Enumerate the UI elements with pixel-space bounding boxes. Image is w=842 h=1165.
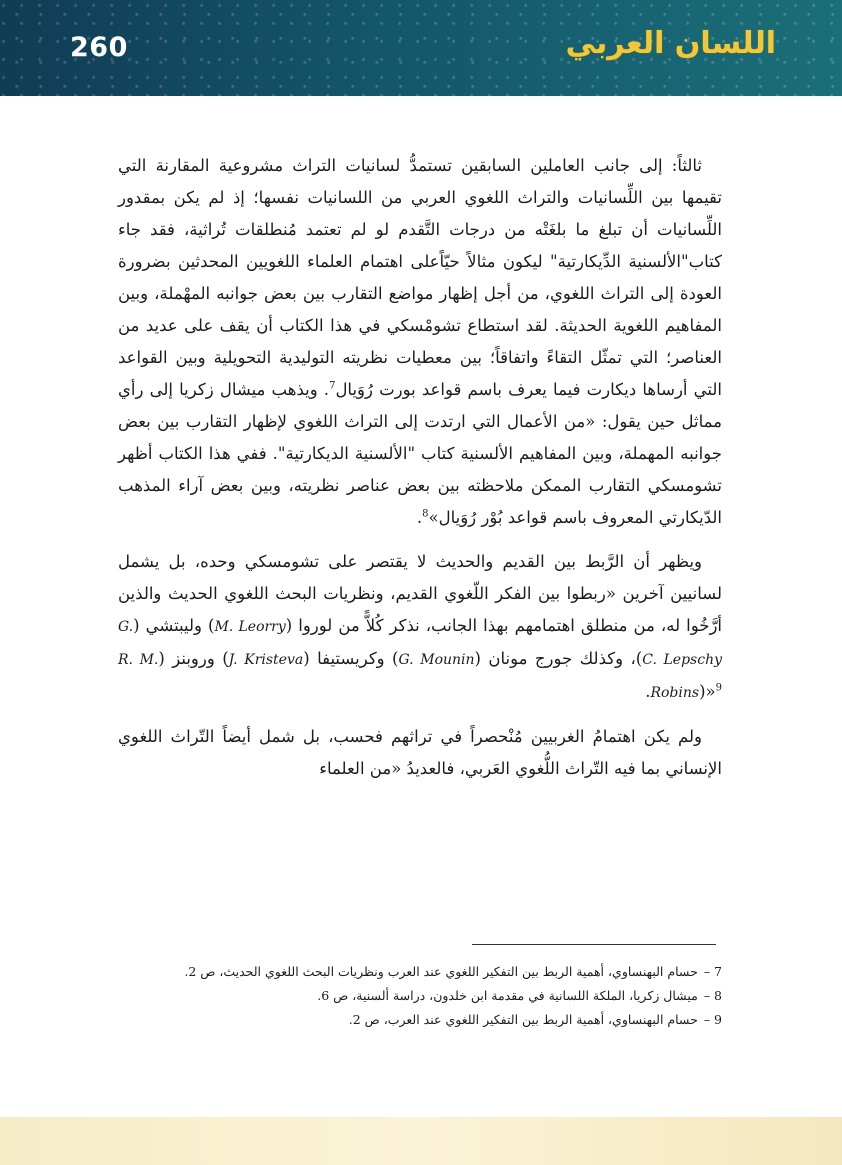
footnote-ref-8: 8 (422, 508, 429, 520)
p2-text-2: ) وليبتشي ( (133, 616, 215, 635)
p2-text-3: )، وكذلك جورج مونان ( (474, 649, 643, 668)
p2-text-6: )» (699, 682, 716, 701)
footnote-8 (118, 984, 722, 1008)
footnote-number: 9 – (703, 1012, 722, 1027)
p2-text-5: ) وروبنز ( (158, 649, 229, 668)
name-mounin: G. Mounin (398, 652, 475, 668)
footnote-text: ميشال زكريا، الملكة اللسانية في مقدمة ابن خلدون، دراسة ألسنية، ص 6. (317, 988, 698, 1003)
page-header (0, 0, 842, 96)
p1-text-3: . (416, 508, 423, 527)
p2-text-1: ويظهر أن الرَّبط بين القديم والحديث لا يقتصر على تشومسكي وحده، بل يشمل لسانيين آخرين «ربطوا بين الفكر اللّغوي القديم، ونظريات البحث اللغوي الحديث والذين أرَّخُوا له، من منطلق اهتمامهم بهذا الجانب، نذكر كُلاًّ من لوروا ( (118, 552, 722, 635)
footnote-9 (118, 1008, 722, 1032)
name-kristeva: J. Kristeva (228, 652, 304, 668)
footnote-divider (472, 944, 716, 945)
paragraph-3: ولم يكن اهتمامُ الغربيين مُنْحصراً في تراثهم فحسب، بل شمل أيضاً التّراث اللغوي الإنساني بما فيه التّراث اللُّغوي العَربي، فالعديدُ «من العلماء (118, 727, 722, 778)
p1-text-2: . ويذهب ميشال زكريا إلى رأي مماثل حين يقول: «من الأعمال التي ارتدت إلى التراث اللغوي لإظهار التقارب بين بعض جوانبه المهملة، وبين المفاهيم الألسنية كتاب "الألسنية الديكارتية". ففي هذا الكتاب أظهر تشومسكي التقارب الممكن ملاحظته بين بعض عناصر نظريته، وبين بعض آراء المذهب الدّيكارتي المعروف باسم قواعد بُوْر رُوَيال» (118, 380, 722, 527)
footnote-7 (118, 960, 722, 984)
name-lepschy: G. C. Lepschy (118, 619, 723, 668)
p2-text-7: . (645, 682, 651, 701)
footnote-text: حسام البهنساوي، أهمية الربط بين التفكير اللغوي عند العرب، ص 2. (348, 1012, 698, 1027)
footnote-ref-7: 7 (329, 380, 336, 392)
name-leorry: M. Leorry (214, 619, 286, 635)
footnotes (118, 960, 722, 1032)
footnote-ref-9: 9 (715, 682, 722, 694)
article-body (118, 150, 722, 797)
paragraph-1 (118, 150, 722, 534)
footnote-number: 7 – (703, 964, 722, 979)
name-robins: R. M. Robins (118, 652, 700, 701)
page-footer-bar (0, 1117, 842, 1165)
p2-text-4: ) وكريستيفا ( (303, 649, 399, 668)
page-number: 260 (70, 32, 128, 63)
footnote-number: 8 – (703, 988, 722, 1003)
p1-text-1: ثالثاً: إلى جانب العاملين السابقين تستمدُّ لسانيات التراث مشروعية المقارنة التي تقيمها بين اللِّسانيات والتراث اللغوي العربي من اللسانيات نفسها؛ إذ لم يكن بمقدور اللِّسانيات أن تبلغ ما بلغَتْه من درجات التَّقدم لو لم تعتمد مُنطلقات تُراثية، فقد جاء كتاب"الألسنية الدِّيكارتية" ليكون مثالاً حيّاًعلى اهتمام العلماء اللغويين المحدثين بضرورة العودة إلى التراث اللغوي، من أجل إظهار مواضع التقارب بين بعض جوانبه المهْملة، وبين المفاهيم اللغوية الحديثة. لقد استطاع تشومْسكي في هذا الكتاب أن يقف على عديد من العناصر؛ التي تمثّل التقاءً واتفاقاً؛ بين معطيات نظريته التوليدية التحويلية وبين القواعد التي أرساها ديكارت فيما يعرف باسم قواعد بورت رُوَيال (118, 156, 722, 399)
footnote-text: حسام البهنساوي، أهمية الربط بين التفكير اللغوي عند العرب ونظريات البحث اللغوي الحديث، ص 2. (184, 964, 698, 979)
paragraph-2 (118, 546, 722, 709)
journal-logo: اللسان العربي (565, 26, 776, 61)
